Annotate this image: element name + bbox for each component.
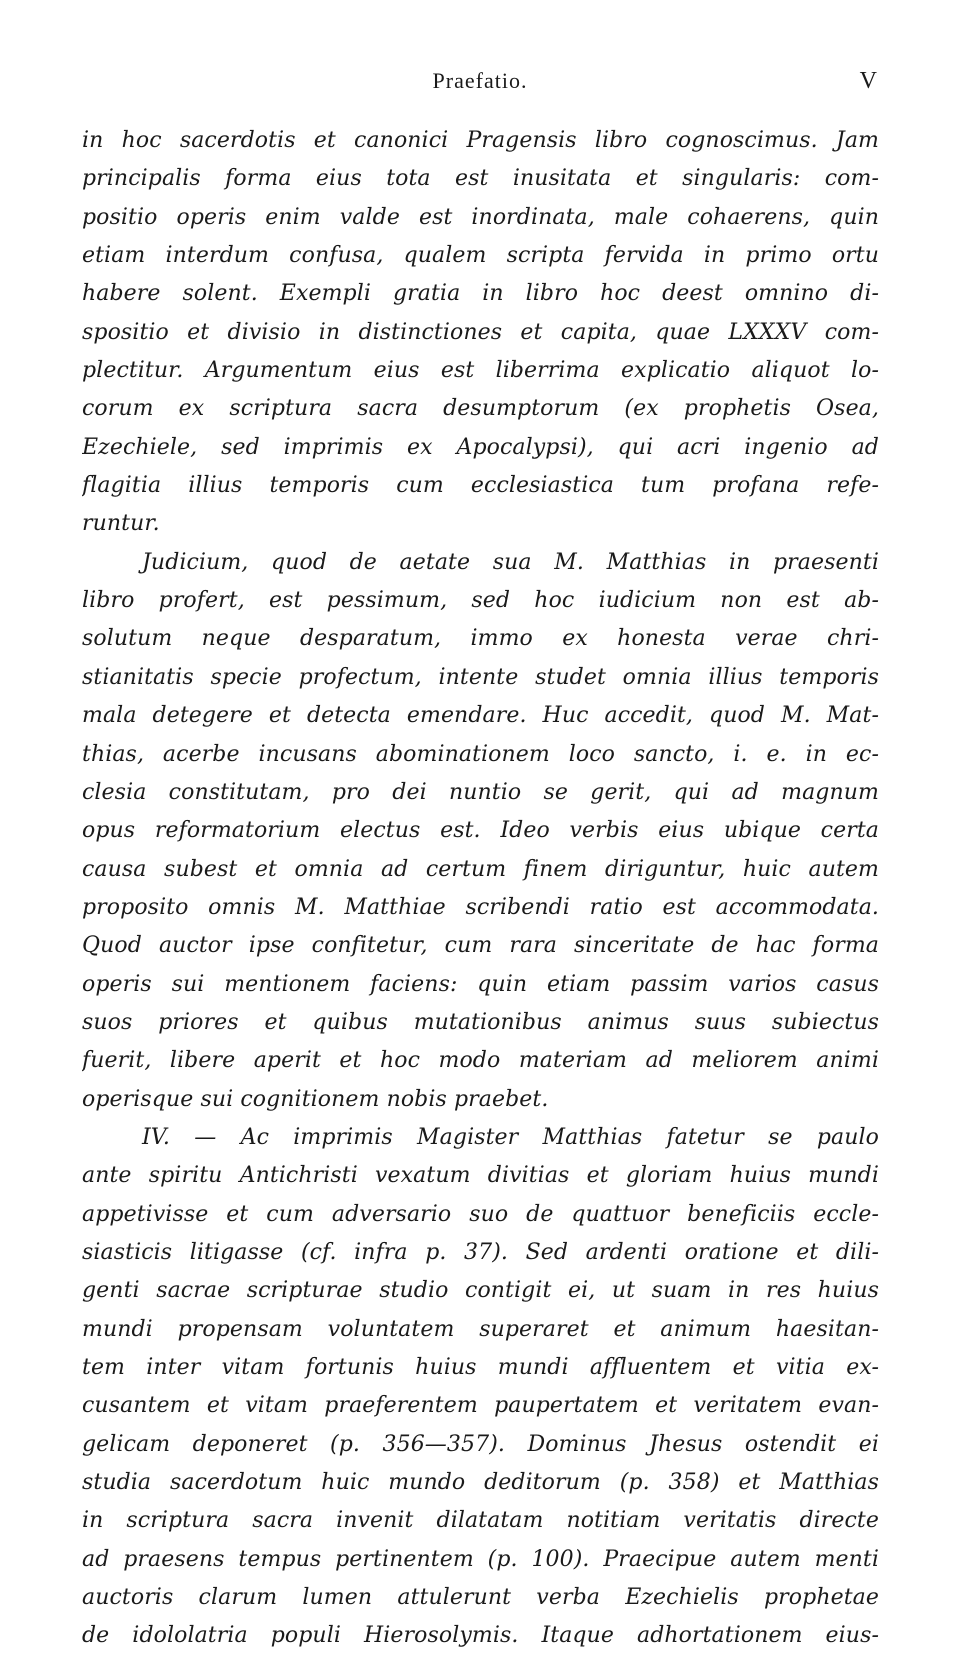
text-line: auctoris clarum lumen attulerunt verba Ezechielis prophetae <box>82 1585 879 1611</box>
text-line: positio operis enim valde est inordinata, male cohaerens, quin <box>82 204 879 230</box>
text-line-paragraph-start: Judicium, quod de aetate sua M. Matthias in praesenti <box>142 549 879 575</box>
text-line: clesia constitutam, pro dei nuntio se gerit, qui ad magnum <box>82 779 879 805</box>
text-line: studia sacerdotum huic mundo deditorum (p. 358) et Matthias <box>82 1470 879 1496</box>
text-line: libro profert, est pessimum, sed hoc iudicium non est ab- <box>82 588 879 614</box>
text-line: Ezechiele, sed imprimis ex Apocalypsi), qui acri ingenio ad <box>82 434 879 460</box>
text-line: opus reformatorium electus est. Ideo verbis eius ubique certa <box>82 818 879 844</box>
running-head <box>82 68 878 102</box>
text-line-paragraph-end: runtur. <box>82 511 160 537</box>
text-line: suos priores et quibus mutationibus animus suus subiectus <box>82 1009 879 1035</box>
text-line: mundi propensam voluntatem superaret et animum haesitan- <box>82 1316 879 1342</box>
text-line: ante spiritu Antichristi vexatum divitias et gloriam huius mundi <box>82 1163 879 1189</box>
text-line: gelicam deponeret (p. 356—357). Dominus Jhesus ostendit ei <box>82 1431 879 1457</box>
text-line-section-start: IV. — Ac imprimis Magister Matthias fatetur se paulo <box>142 1124 879 1150</box>
text-line: Quod auctor ipse confitetur, cum rara sinceritate de hac forma <box>82 933 879 959</box>
text-line: in hoc sacerdotis et canonici Pragensis libro cognoscimus. Jam <box>82 128 879 153</box>
text-line: proposito omnis M. Matthiae scribendi ratio est accommodata. <box>82 894 879 920</box>
text-line: stianitatis specie profectum, intente studet omnia illius temporis <box>82 664 879 690</box>
text-line: tem inter vitam fortunis huius mundi affluentem et vitia ex- <box>82 1355 879 1380</box>
text-line: spositio et divisio in distinctiones et capita, quae LXXXV com- <box>82 319 879 345</box>
text-line: plectitur. Argumentum eius est liberrima explicatio aliquot lo- <box>82 358 879 384</box>
page-number: V <box>859 68 878 94</box>
text-line: siasticis litigasse (cf. infra p. 37). Sed ardenti oratione et dili- <box>82 1239 879 1265</box>
text-line: in scriptura sacra invenit dilatatam notitiam veritatis directe <box>82 1508 879 1534</box>
text-line: mala detegere et detecta emendare. Huc accedit, quod M. Mat- <box>82 703 879 729</box>
text-line: thias, acerbe incusans abominationem loco sancto, i. e. in ec- <box>82 741 879 767</box>
text-line: corum ex scriptura sacra desumptorum (ex prophetis Osea, <box>82 396 879 422</box>
text-line: flagitia illius temporis cum ecclesiastica tum profana refe- <box>82 473 879 499</box>
text-line: principalis forma eius tota est inusitata et singularis: com- <box>82 166 879 192</box>
text-line: operis sui mentionem faciens: quin etiam passim varios casus <box>82 971 879 997</box>
text-line: de idololatria populi Hierosolymis. Itaque adhortationem eius- <box>82 1623 879 1649</box>
text-line: genti sacrae scripturae studio contigit ei, ut suam in res huius <box>82 1278 879 1304</box>
text-line: etiam interdum confusa, qualem scripta fervida in primo ortu <box>82 243 879 269</box>
text-line-paragraph-end: operisque sui cognitionem nobis praebet. <box>82 1086 549 1112</box>
running-title: Praefatio. <box>432 68 528 93</box>
text-line: causa subest et omnia ad certum finem diriguntur, huic autem <box>82 856 879 882</box>
text-line: ad praesens tempus pertinentem (p. 100). Praecipue autem menti <box>82 1546 879 1572</box>
text-line: fuerit, libere aperit et hoc modo materiam ad meliorem animi <box>82 1048 879 1074</box>
body-text <box>82 122 879 1656</box>
text-line: cusantem et vitam praeferentem paupertatem et veritatem evan- <box>82 1393 879 1419</box>
text-line: habere solent. Exempli gratia in libro hoc deest omnino di- <box>82 281 879 307</box>
text-line: solutum neque desparatum, immo ex honesta verae chri- <box>82 626 879 652</box>
text-line: appetivisse et cum adversario suo de quattuor beneficiis eccle- <box>82 1201 879 1227</box>
